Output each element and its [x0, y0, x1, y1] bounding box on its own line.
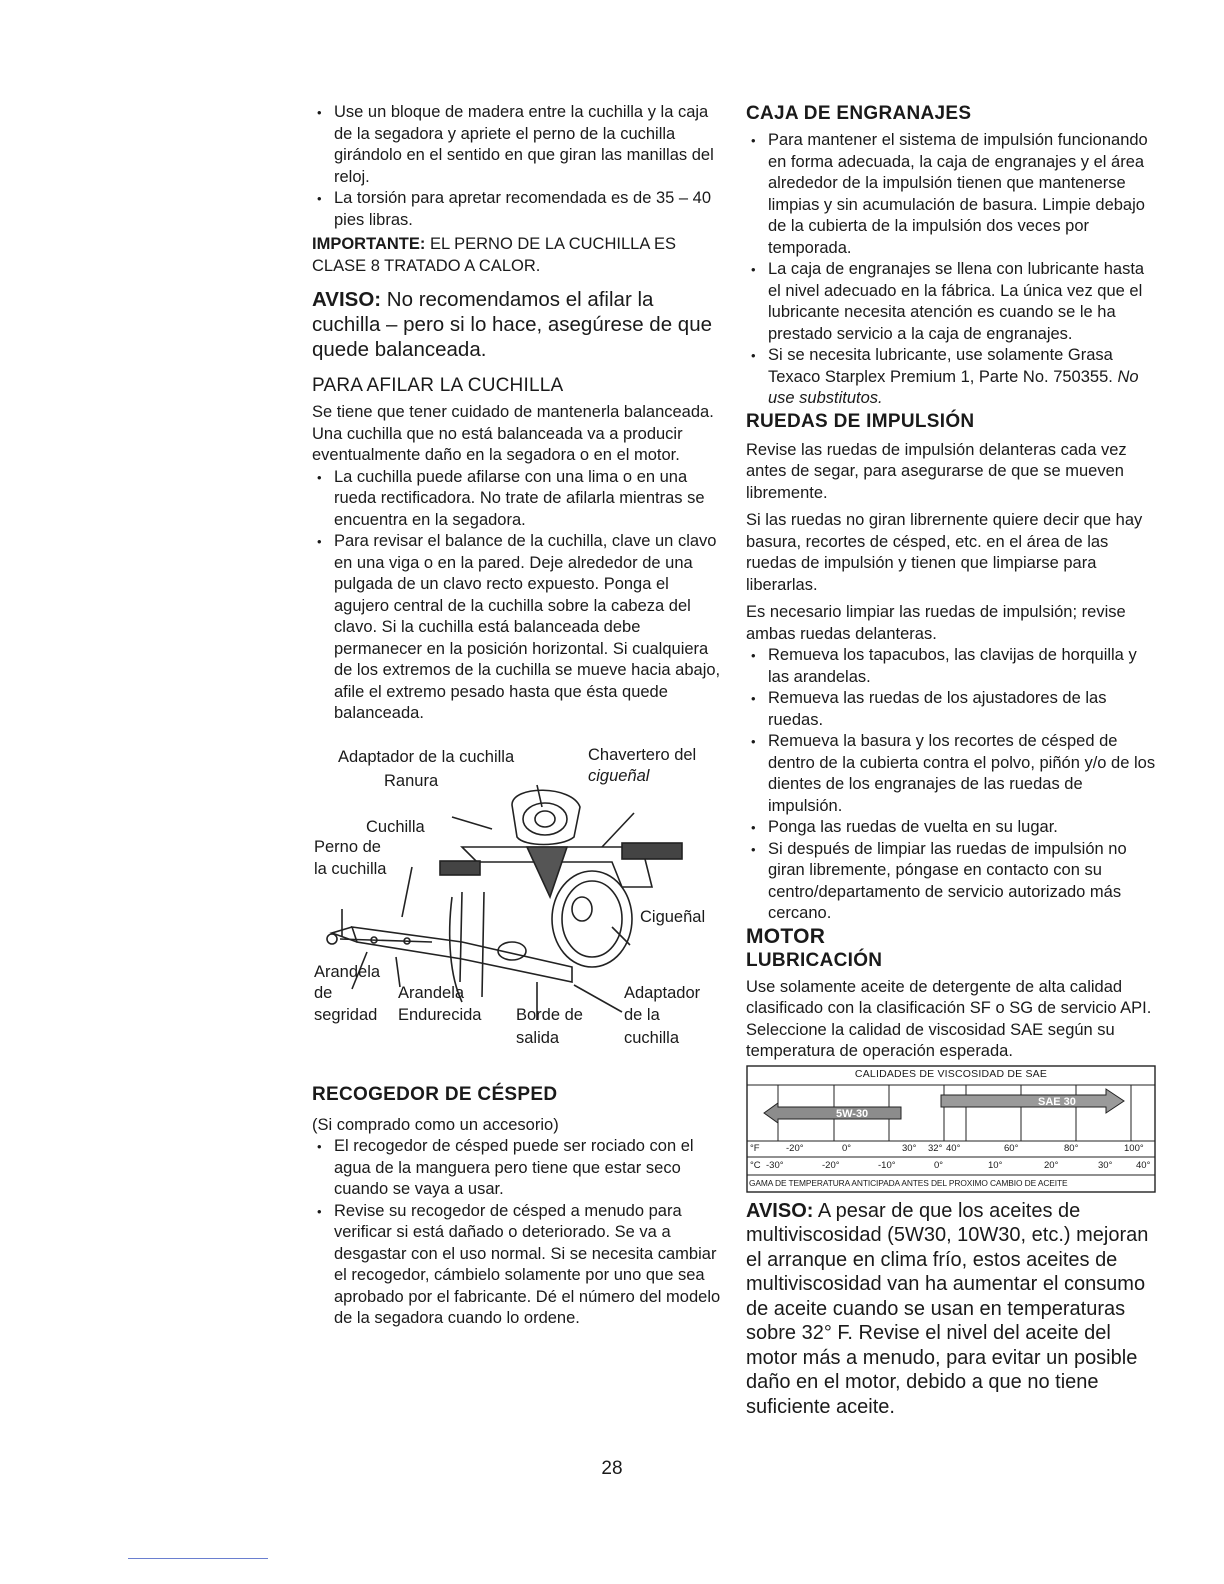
- list-item: • Para mantener el sistema de impulsión funcionando en forma adecuada, la caja de engranajes y el área alrededor de la impulsión tienen que mantenerse limpias y sin acumulación de basura. Limpie debajo de la cubierta de la impulsión dos veces por temporada.: [746, 130, 1158, 259]
- c-tick: 20°: [1044, 1159, 1059, 1171]
- label-arandela-seg-2: de: [314, 983, 333, 1002]
- label-arandela-seg-3: segridad: [314, 1005, 378, 1024]
- label-chavertero-1: Chavertero del: [588, 745, 697, 764]
- lubricacion-heading: LUBRICACIÓN: [746, 949, 883, 971]
- f-tick: 100°: [1124, 1142, 1144, 1154]
- afilar-heading: PARA AFILAR LA CUCHILLA: [312, 375, 564, 396]
- afilar-list: [312, 467, 724, 725]
- blade-install-list: [312, 102, 724, 231]
- c-tick: 0°: [934, 1159, 944, 1171]
- c-tick: -30°: [766, 1159, 784, 1171]
- caja-bullet3-text: Si se necesita lubricante, use solamente Grasa Texaco Starplex Premium 1, Parte No. 750355.: [768, 346, 1118, 386]
- label-cuchilla: Cuchilla: [366, 817, 425, 836]
- ruedas-paragraph-2: Si las ruedas no giran librernente quiere decir que hay basura, recortes de césped, etc. en el área de las ruedas de impulsión y tienen que limpiarse para liberarlas.: [746, 511, 1143, 594]
- label-adaptador-3: cuchilla: [624, 1028, 680, 1047]
- aviso-label: AVISO:: [312, 288, 382, 311]
- list-item: • Ponga las ruedas de vuelta en su lugar.: [746, 817, 1158, 839]
- f-tick: 60°: [1004, 1142, 1019, 1154]
- f-label: °F: [750, 1142, 760, 1154]
- ruedas-list: [746, 645, 1158, 925]
- aviso2-label: AVISO:: [746, 1199, 814, 1222]
- caja-list: [746, 130, 1158, 410]
- page-number: 28: [601, 1458, 623, 1479]
- f-tick: 40°: [946, 1142, 961, 1154]
- recogedor-list: [312, 1136, 724, 1330]
- list-item: • Si después de limpiar las ruedas de impulsión no giran libremente, póngase en contacto con su centro/departamento de servicio autorizado más cercano.: [746, 839, 1158, 925]
- list-item: • La torsión para apretar recomendada es de 35 – 40 pies libras.: [312, 188, 724, 231]
- list-item: • La cuchilla puede afilarse con una lima o en una rueda rectificadora. No trate de afilarla mientras se encuentra en la segadora.: [312, 467, 724, 532]
- label-perno-2: la cuchilla: [314, 859, 387, 878]
- viscosity-table-footer: GAMA DE TEMPERATURA ANTICIPADA ANTES DEL PROXIMO CAMBIO DE ACEITE: [749, 1177, 1068, 1188]
- label-ranura: Ranura: [384, 771, 439, 790]
- label-borde-2: salida: [516, 1028, 560, 1047]
- c-tick: -20°: [822, 1159, 840, 1171]
- importante-text: EL PERNO DE LA CUCHILLA ES CLASE 8 TRATADO A CALOR.: [312, 235, 677, 275]
- list-item: • Use un bloque de madera entre la cuchilla y la caja de la segadora y apriete el perno de la cuchilla girándolo en el sentido en que giran las manillas del reloj.: [312, 102, 724, 188]
- motor-heading: MOTOR: [746, 924, 826, 948]
- bar-sae30-label: SAE 30: [1038, 1095, 1076, 1108]
- footer-divider: [128, 1558, 268, 1559]
- recogedor-heading: RECOGEDOR DE CÉSPED: [312, 1083, 558, 1105]
- label-adaptador-2: de la: [624, 1005, 660, 1024]
- c-tick: 40°: [1136, 1159, 1151, 1171]
- label-perno-1: Perno de: [314, 837, 381, 856]
- f-tick: 32°: [928, 1142, 943, 1154]
- c-label: °C: [750, 1159, 761, 1171]
- viscosity-table-title: CALIDADES DE VISCOSIDAD DE SAE: [854, 1067, 1048, 1080]
- label-arandela-end-1: Arandela: [398, 983, 465, 1002]
- label-borde-1: Borde de: [516, 1005, 583, 1024]
- c-tick: -10°: [878, 1159, 896, 1171]
- importante-note: [312, 233, 724, 277]
- afilar-paragraph: Se tiene que tener cuidado de mantenerla balanceada. Una cuchilla que no está balanceada va a producir eventualmente daño en la segadora o en el motor.: [312, 403, 714, 464]
- list-item: • Para revisar el balance de la cuchilla, clave un clavo en una viga o en la pared. Deje alrededor de una pulgada de un clavo recto expuesto. Ponga el agujero central de la cuchilla sobre la cabeza del clavo. Si la cuchilla está balanceada debe permanecer en la posición horizontal. Si cualquiera de los extremos de la cuchilla se mueve hacia abajo, afile el extremo pesado hasta que ésta quede balanceada.: [312, 531, 724, 725]
- f-tick: 0°: [842, 1142, 852, 1154]
- label-adaptador-cuchilla: Adaptador de la cuchilla: [338, 747, 515, 766]
- importante-label: IMPORTANTE:: [312, 235, 426, 253]
- aviso2-text: A pesar de que los aceites de multiviscosidad (5W30, 10W30, etc.) mejoran el arranque en clima frío, estos aceites de multiviscosidad van ha aumentar el consumo de aceite cuando se usan en temperaturas sobre 32° F. Revise el nivel del aceite del motor más a menudo, para evitar un posible daño en el motor, debido a que no tiene suficiente aceite.: [746, 1199, 1149, 1418]
- f-tick: 80°: [1064, 1142, 1079, 1154]
- list-item: • La caja de engranajes se llena con lubricante hasta el nivel adecuado en la fábrica. La única vez que el lubricante necesita atención es cuando se le ha prestado servicio a la caja de engranajes.: [746, 259, 1158, 345]
- list-item: • El recogedor de césped puede ser rociado con el agua de la manguera pero tiene que estar seco cuando se vaya a usar.: [312, 1136, 724, 1201]
- viscosity-chart: [746, 1065, 1156, 1195]
- list-item: • Remueva las ruedas de los ajustadores de las ruedas.: [746, 688, 1158, 731]
- list-item: [746, 345, 1158, 410]
- left-column: [312, 102, 724, 1330]
- label-adaptador-1: Adaptador: [624, 983, 701, 1002]
- viscosity-table: [746, 1065, 1156, 1195]
- f-tick: 30°: [902, 1142, 917, 1154]
- aviso-note: [312, 287, 724, 362]
- lubricacion-paragraph: Use solamente aceite de detergente de alta calidad clasificado con la clasificación SF o SG de servicio API. Seleccione la calidad de viscosidad SAE según su temperatura de operación esperada.: [746, 977, 1152, 1060]
- ruedas-heading: RUEDAS DE IMPULSIÓN: [746, 410, 975, 432]
- bar-5w30-label: 5W-30: [836, 1107, 869, 1120]
- list-item: • Remueva los tapacubos, las clavijas de horquilla y las arandelas.: [746, 645, 1158, 688]
- recogedor-paragraph: (Si comprado como un accesorio): [312, 1115, 559, 1134]
- caja-heading: CAJA DE ENGRANAJES: [746, 103, 972, 124]
- label-arandela-seg-1: Arandela: [314, 962, 381, 981]
- c-tick: 30°: [1098, 1159, 1113, 1171]
- ruedas-paragraph-3: Es necesario limpiar las ruedas de impulsión; revise ambas ruedas delanteras.: [746, 603, 1126, 643]
- label-arandela-end-2: Endurecida: [398, 1005, 482, 1024]
- ruedas-paragraph-1: Revise las ruedas de impulsión delanteras cada vez antes de segar, para asegurarse de que se mueven libremente.: [746, 440, 1127, 502]
- right-column: [746, 102, 1158, 1419]
- caja-bullet3-italic: No use substitutos.: [768, 367, 1139, 407]
- list-item: • Remueva la basura y los recortes de césped de dentro de la cubierta contra el polvo, piñón y/o de los dientes de los engranajes de las ruedas de impulsión.: [746, 731, 1158, 817]
- f-tick: -20°: [786, 1142, 804, 1154]
- label-chavertero-2: cigueñal: [588, 766, 650, 785]
- c-tick: 10°: [988, 1159, 1003, 1171]
- aviso-text: No recomendamos el afilar la cuchilla – pero si lo hace, asegúrese de que quede balanceada.: [312, 288, 713, 361]
- blade-assembly-diagram: [312, 737, 724, 1077]
- list-item: • Revise su recogedor de césped a menudo para verificar si está dañado o deteriorado. Se va a desgastar con el uso normal. Si se necesita cambiar el recogedor, cámbielo solamente por uno que sea aprobado por el fabricante. Dé el número del modelo de la segadora cuando lo ordene.: [312, 1201, 724, 1330]
- aviso2-note: [746, 1199, 1158, 1420]
- label-ciguenal: Cigueñal: [640, 907, 706, 926]
